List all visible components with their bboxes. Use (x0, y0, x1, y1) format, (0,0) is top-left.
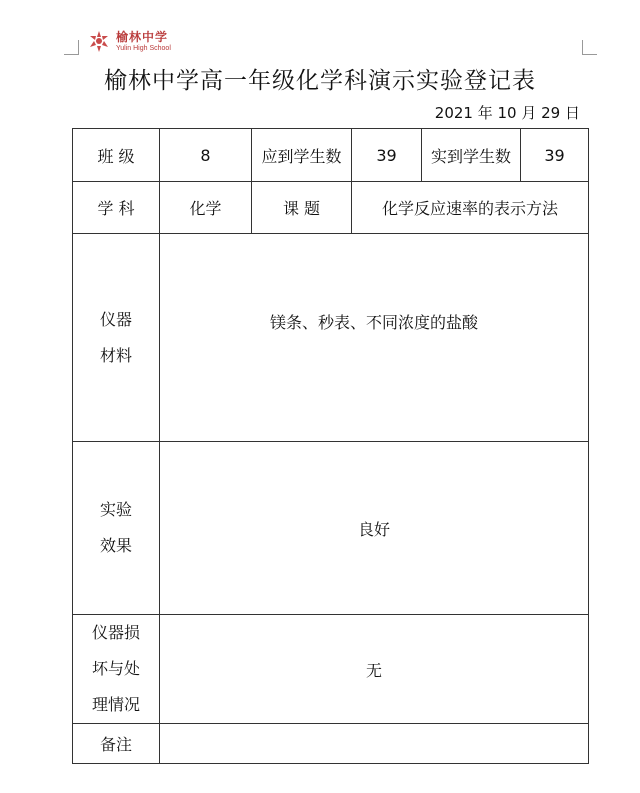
materials-label (73, 234, 160, 442)
notes-label: 备注 (73, 724, 160, 764)
class-value: 8 (160, 129, 252, 182)
expected-students-value: 39 (352, 129, 422, 182)
effect-value: 良好 (160, 442, 589, 615)
page-corner-mark-left (64, 40, 79, 55)
table-row-subject (73, 182, 589, 234)
materials-value: 镁条、秒表、不同浓度的盐酸 (160, 234, 589, 442)
logo-chinese-name: 榆林中学 (116, 29, 169, 44)
materials-label-line-1: 仪器 (99, 309, 132, 329)
damage-label-line-3: 理情况 (91, 695, 140, 714)
subject-label: 学 科 (73, 182, 160, 234)
table-row-materials (73, 234, 589, 442)
damage-label (73, 615, 160, 724)
registration-table (72, 128, 589, 764)
damage-label-line-1: 仪器损 (91, 623, 140, 642)
table-row-class (73, 129, 589, 182)
table-row-damage (73, 615, 589, 724)
document-title: 榆林中学高一年级化学科演示实验登记表 (104, 68, 536, 94)
document-date: 2021 年 10 月 29 日 (434, 104, 580, 122)
table-row-notes (73, 724, 589, 764)
topic-value: 化学反应速率的表示方法 (352, 182, 589, 234)
notes-value[interactable] (160, 724, 589, 764)
class-label: 班 级 (73, 129, 160, 182)
school-logo (86, 28, 171, 54)
topic-label: 课 题 (252, 182, 352, 234)
subject-value: 化学 (160, 182, 252, 234)
damage-value: 无 (160, 615, 589, 724)
actual-students-value: 39 (521, 129, 589, 182)
table-row-effect (73, 442, 589, 615)
logo-english-name: Yulin High School (116, 44, 171, 52)
effect-label (73, 442, 160, 615)
materials-label-line-2: 材料 (99, 345, 132, 365)
school-emblem-icon (86, 28, 112, 54)
expected-students-label: 应到学生数 (252, 129, 352, 182)
damage-label-line-2: 坏与处 (91, 659, 140, 678)
effect-label-line-2: 效果 (99, 536, 132, 555)
effect-label-line-1: 实验 (99, 500, 132, 519)
actual-students-label: 实到学生数 (422, 129, 521, 182)
page-corner-mark-right (582, 40, 597, 55)
